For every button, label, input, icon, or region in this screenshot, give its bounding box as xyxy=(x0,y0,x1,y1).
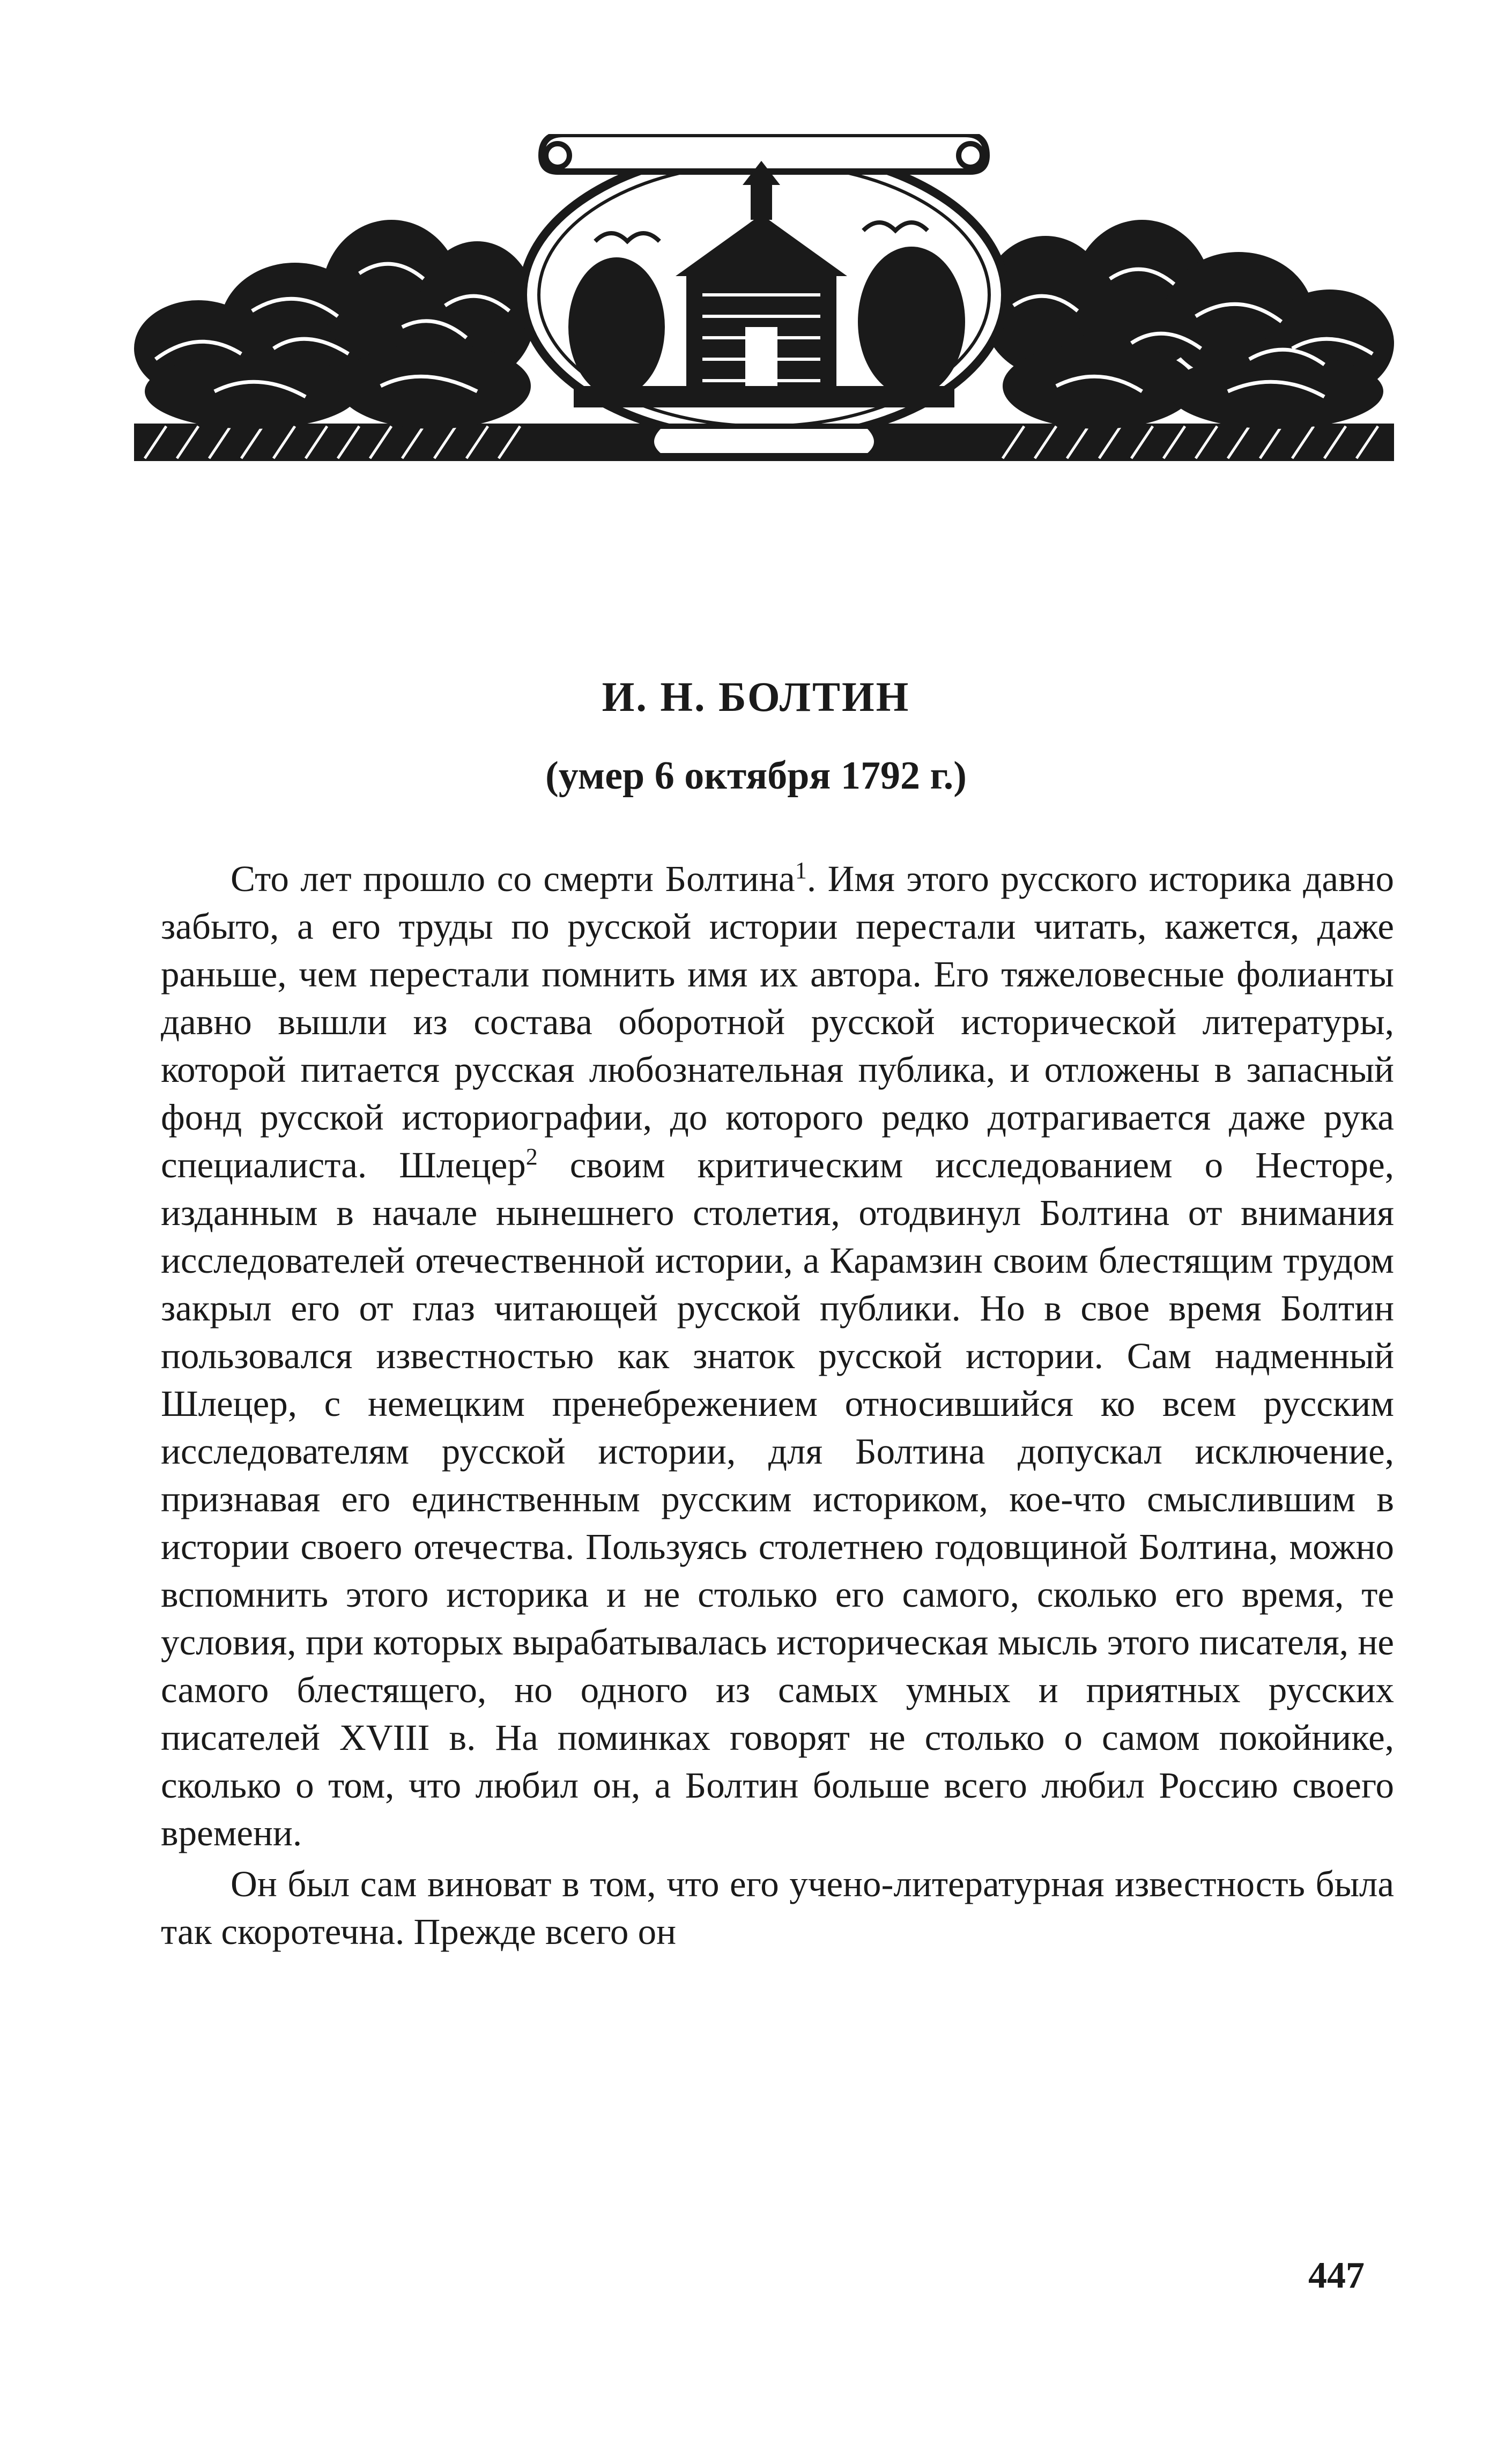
footnote-ref-1: 1 xyxy=(795,857,807,884)
headpiece-engraving xyxy=(134,134,1394,466)
paragraph-1-part-a: Сто лет прошло со смерти Болтина xyxy=(231,858,795,899)
article-title: И. Н. БОЛТИН xyxy=(602,673,910,720)
body-text xyxy=(161,855,1394,1956)
paragraph-2: Он был сам виноват в том, что его учено-литературная известность была так скоротечна. Прежде всего он xyxy=(161,1864,1394,1952)
page-number: 447 xyxy=(1308,2255,1365,2296)
paragraph-1 xyxy=(161,855,1394,1857)
decorative-headpiece xyxy=(134,134,1394,466)
footnote-ref-2: 2 xyxy=(525,1144,538,1170)
paragraph-1-part-b: . Имя этого русского историка давно забыто, а его труды по русской истории перестали читать, кажется, даже раньше, чем перестали помнить имя их автора. Его тяжеловесные фолианты давно вышли из состава оборотной русской исторической литературы, которой питается русская любознательная публика, и отложены в запасный фонд русской историографии, до которого редко дотрагивается даже рука специалиста. Шлецер xyxy=(161,858,1394,1185)
paragraph-1-part-c: своим критическим исследованием о Несторе, изданным в начале нынешнего столетия, отодвинул Болтина от внимания исследователей отечественной истории, а Карамзин своим блестящим трудом закрыл его от глаз читающей русской публики. Но в свое время Болтин пользовался известностью как знаток русской истории. Сам надменный Шлецер, с немецким пренебрежением относившийся ко всем русским исследователям русской истории, для Болтина допускал исключение, признавая его единственным русским историком, кое-что смыслившим в истории своего отечества. Пользуясь столетнею годовщиной Болтина, можно вспомнить этого историка и не столько его самого, сколько его время, те условия, при которых вырабатывалась историческая мысль этого писателя, не самого блестящего, но одного из самых умных и приятных русских писателей XVIII в. На поминках говорят не столько о самом покойнике, сколько о том, что любил он, а Болтин больше всего любил Россию своего времени. xyxy=(161,1145,1394,1853)
article-subtitle: (умер 6 октября 1792 г.) xyxy=(545,754,967,798)
